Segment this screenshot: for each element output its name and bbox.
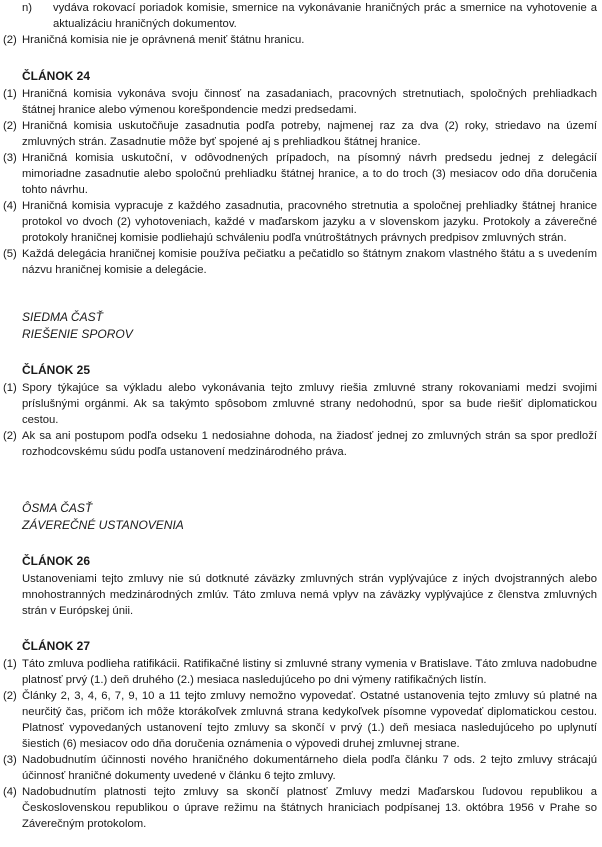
item-text: Nadobudnutím platnosti tejto zmluvy sa skončí platnosť Zmluvy medzi Maďarskou ľudovou republikou a Československou republikou o úprave režimu na štátnych hraniciach podpísanej 13. októbra 1956 v Prahe so Záverečným protokolom. — [22, 786, 597, 830]
item-number: (4) — [3, 786, 17, 798]
article-heading: ČLÁNOK 27 — [22, 639, 91, 653]
item-text: Hraničná komisia uskutočňuje zasadnutia podľa potreby, najmenej raz za dva (2) roky, striedavo na území zmluvných strán. Zasadnutie môže byť spojené aj s prehliadkou štátnej hranice. — [22, 120, 597, 148]
list-item — [0, 428, 602, 460]
part-eight-title — [0, 500, 602, 534]
list-item — [0, 688, 602, 752]
item-text: Hraničná komisia vypracuje z každého zasadnutia, pracovného stretnutia a spoločnej prehliadky štátnej hranice protokol vo dvoch (2) vyhotoveniach, každé v maďarskom jazyku a v slovenskom jazyku. Protokoly a záverečné protokoly hraničnej komisie podliehajú schváleniu podľa vnútroštátnych právnych predpisov zmluvných strán. — [22, 200, 597, 244]
item-text: Spory týkajúce sa výkladu alebo vykonávania tejto zmluvy riešia zmluvné strany rokovaniami medzi svojimi príslušnými orgánmi. Ak sa takýmto spôsobom zmluvné strany nedohodnú, spor sa bude riešiť diplomatickou cestou. — [22, 382, 597, 426]
item-text: Hraničná komisia uskutoční, v odôvodnených prípadoch, na písomný návrh predsedu jednej z delegácií mimoriadne zasadnutie alebo spoločnú prehliadku štátnej hranice, a to do troch (3) mesiacov odo dňa doručenia tohto návrhu. — [22, 152, 597, 196]
list-item — [0, 656, 602, 688]
item-text: Každá delegácia hraničnej komisie používa pečiatku a pečatidlo so štátnym znakom vlastného štátu a s uvedením názvu hraničnej komisie a delegácie. — [22, 248, 597, 276]
item-number: (1) — [3, 658, 17, 670]
list-item — [0, 86, 602, 118]
part-number: ÔSMA ČASŤ — [22, 501, 93, 515]
item-number: (2) — [3, 690, 17, 702]
item-number: (4) — [3, 200, 17, 212]
list-item — [0, 246, 602, 278]
item-text: vydáva rokovací poriadok komisie, smernice na vykonávanie hraničných prác a smernice na vyhotovenie a aktualizáciu hraničných dokumentov. — [53, 2, 597, 30]
item-text: Hraničná komisia nie je oprávnená meniť štátnu hranicu. — [22, 34, 305, 46]
list-item — [0, 380, 602, 428]
item-text: Články 2, 3, 4, 6, 7, 9, 10 a 11 tejto zmluvy nemožno vypovedať. Ostatné ustanovenia tejto zmluvy sú platné na neurčitý čas, pričom ich môže ktorákoľvek zmluvná strana kedykoľvek písomne vypovedať diplomatickou cestou. Platnosť vypovedaných ustanovení tejto zmluvy sa skončí v prvý (1.) deň mesiaca nasledujúceho po uplynutí šiestich (6) mesiacov odo dňa doručenia oznámenia o výpovedi druhej zmluvnej strane. — [22, 690, 597, 750]
list-item — [0, 784, 602, 832]
item-number: (5) — [3, 248, 17, 260]
article-heading: ČLÁNOK 24 — [22, 69, 91, 83]
article-25 — [0, 362, 602, 460]
part-number: SIEDMA ČASŤ — [22, 310, 103, 324]
article-heading: ČLÁNOK 26 — [22, 554, 91, 568]
part-name: ZÁVEREČNÉ USTANOVENIA — [22, 518, 184, 532]
section-continuation — [0, 0, 602, 48]
part-name: RIEŠENIE SPOROV — [22, 327, 133, 341]
list-item — [0, 0, 602, 32]
item-text: Táto zmluva podlieha ratifikácii. Ratifikačné listiny si zmluvné strany vymenia v Bratislave. Táto zmluva nadobudne platnosť prvý (1.) deň druhého (2.) mesiaca nasledujúceho po dni výmeny ratifikačných listín. — [22, 658, 597, 686]
article-26 — [0, 553, 602, 619]
article-text: Ustanoveniami tejto zmluvy nie sú dotknuté záväzky zmluvných strán vyplývajúce z iných dvojstranných alebo mnohostranných medzinárodných zmlúv. Táto zmluva nemá vplyv na záväzky vyplývajúce z členstva zmluvných strán v Európskej únii. — [22, 573, 597, 617]
list-item — [0, 150, 602, 198]
list-item — [0, 198, 602, 246]
item-text: Ak sa ani postupom podľa odseku 1 nedosiahne dohoda, na žiadosť jednej zo zmluvných strán sa spor predloží rozhodcovskému súdu podľa ustanovení medzinárodného práva. — [22, 430, 597, 458]
item-text: Hraničná komisia vykonáva svoju činnosť na zasadaniach, pracovných stretnutiach, spoločných prehliadkach štátnej hranice alebo výmenou korešpondencie medzi predsedami. — [22, 88, 597, 116]
article-27 — [0, 638, 602, 832]
item-number: (1) — [3, 382, 17, 394]
item-text: Nadobudnutím účinnosti nového hraničného dokumentárneho diela podľa článku 7 ods. 2 tejto zmluvy strácajú účinnosť hraničné dokumenty uvedené v článku 6 tejto zmluvy. — [22, 754, 597, 782]
item-number: (2) — [3, 430, 17, 442]
item-number: (3) — [3, 754, 17, 766]
part-seven-title — [0, 309, 602, 343]
article-24 — [0, 68, 602, 278]
item-number: n) — [22, 2, 33, 14]
list-item — [0, 32, 602, 48]
list-item — [0, 752, 602, 784]
item-number: (2) — [3, 120, 17, 132]
item-number: (2) — [3, 34, 17, 46]
list-item — [0, 118, 602, 150]
item-number: (1) — [3, 88, 17, 100]
article-heading: ČLÁNOK 25 — [22, 363, 91, 377]
item-number: (3) — [3, 152, 17, 164]
